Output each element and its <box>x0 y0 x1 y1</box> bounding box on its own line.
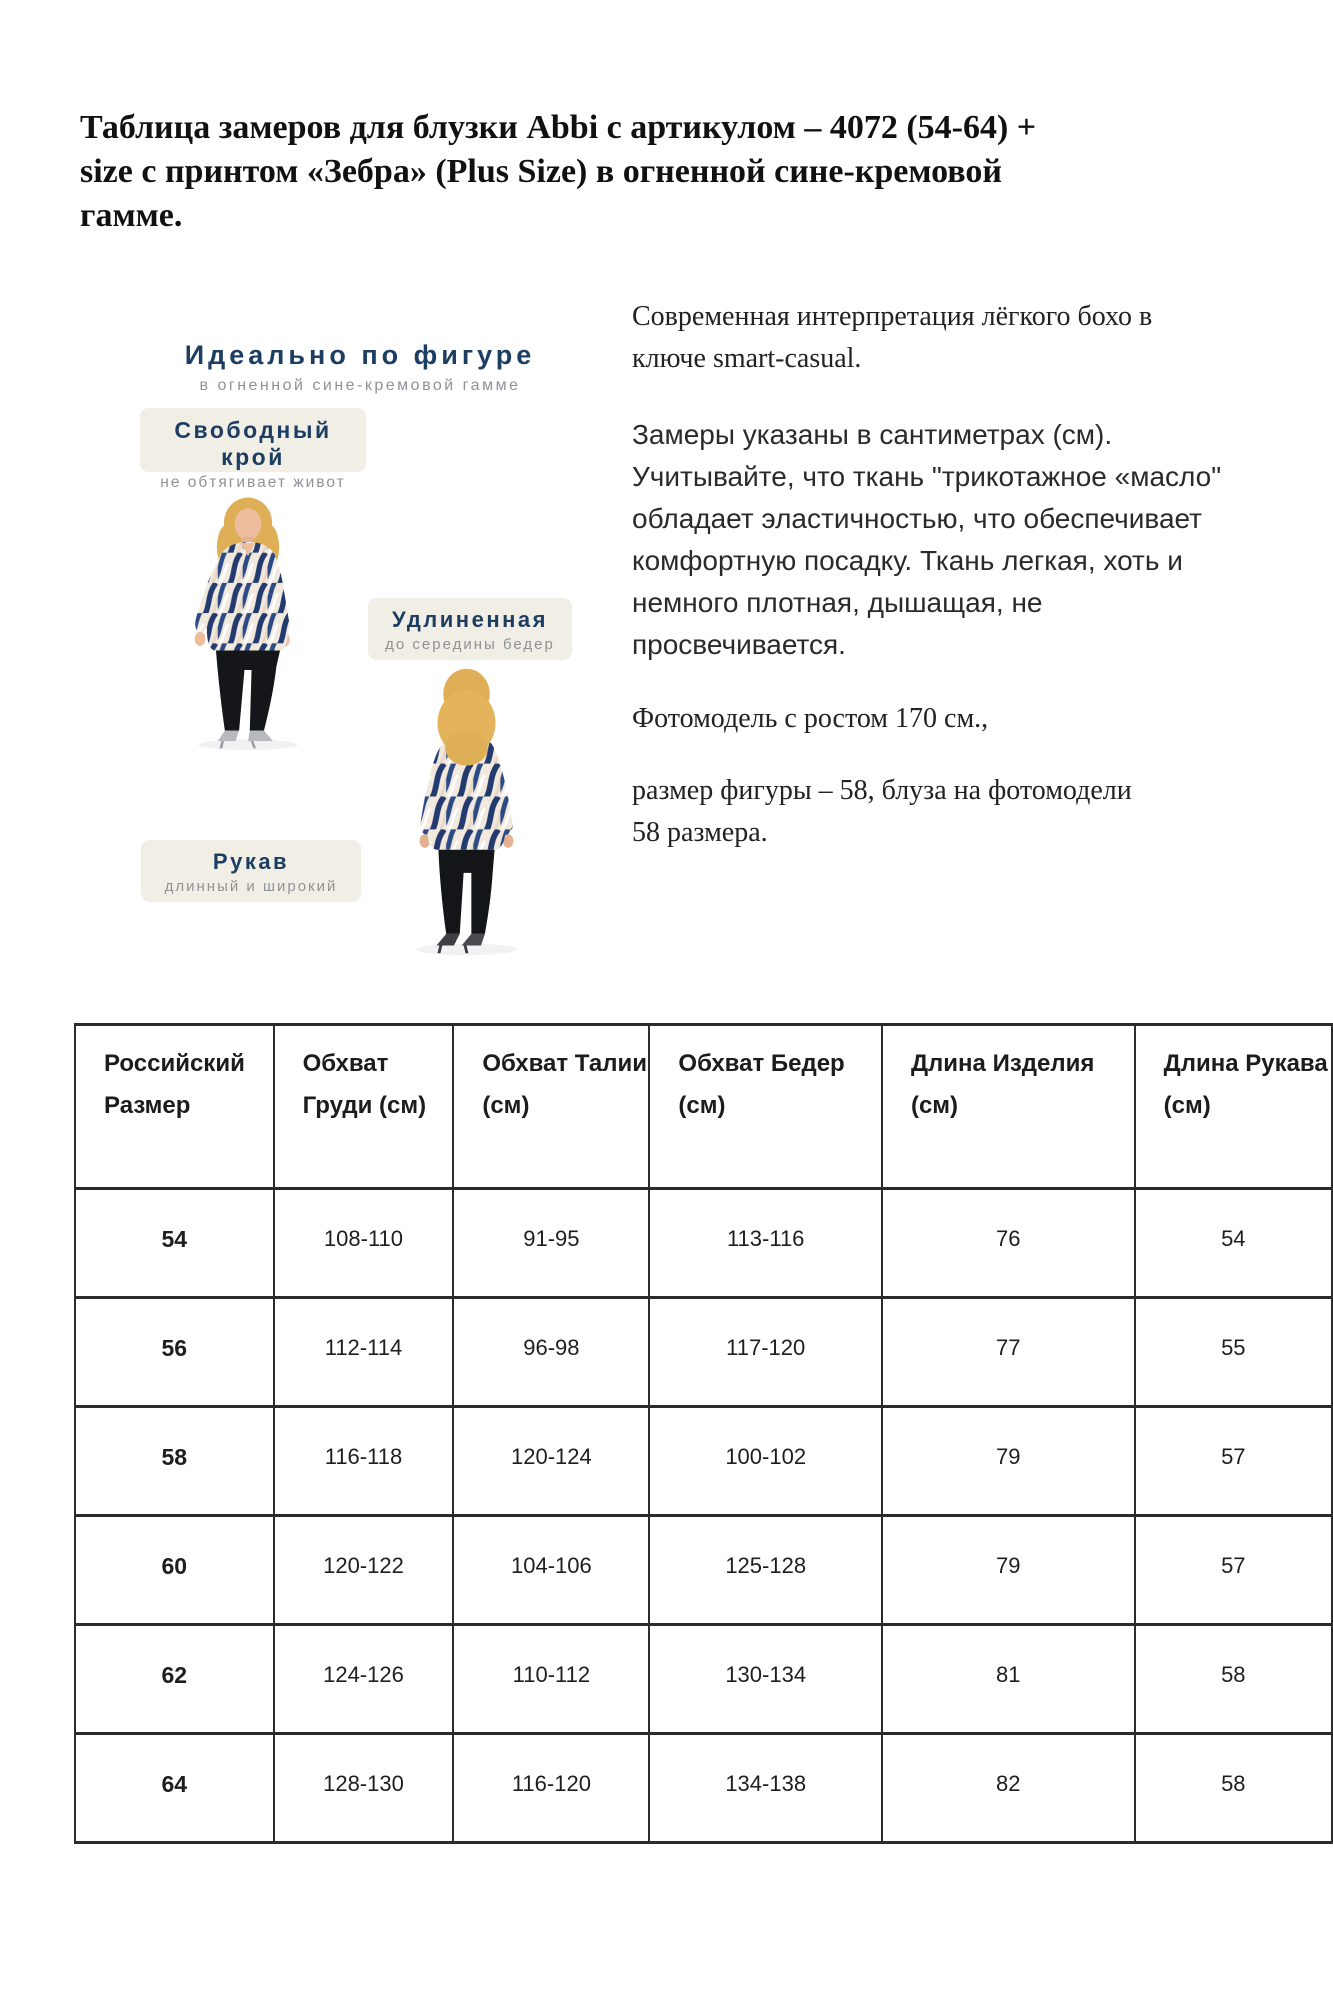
hips-cell: 113-116 <box>649 1189 882 1298</box>
chest-cell: 116-118 <box>274 1407 454 1516</box>
description-paragraph: Замеры указаны в сантиметрах (см). Учитывайте, что ткань "трикотажное «масло" обладает эластичностью, что обеспечивает комфортную посадку. Ткань легкая, хоть и немного плотная, дышащая, не просвечивается. <box>632 419 1222 660</box>
size-row <box>75 1734 1332 1843</box>
size-table <box>74 1023 1333 1844</box>
size-cell: 60 <box>75 1516 274 1625</box>
waist-cell: 104-106 <box>453 1516 649 1625</box>
length-cell: 79 <box>882 1407 1135 1516</box>
size-row <box>75 1516 1332 1625</box>
length-cell: 79 <box>882 1516 1135 1625</box>
sleeve-cell: 55 <box>1135 1298 1332 1407</box>
column-header-hips: Обхват Бедер (см) <box>649 1025 882 1189</box>
hips-cell: 125-128 <box>649 1516 882 1625</box>
size-row <box>75 1298 1332 1407</box>
description-paragraph: размер фигуры – 58, блуза на фотомодели 58 размера. <box>632 775 1132 848</box>
column-header-chest: Обхват Груди (см) <box>274 1025 454 1189</box>
size-cell: 54 <box>75 1189 274 1298</box>
model-front-photo <box>168 476 328 768</box>
sleeve-cell: 58 <box>1135 1625 1332 1734</box>
title-line: Таблица замеров для блузки Abbi с артикулом – 4072 (54-64) + <box>80 109 1037 146</box>
description-paragraph: Современная интерпретация лёгкого бохо в ключе smart-casual. <box>632 301 1153 374</box>
size-cell: 58 <box>75 1407 274 1516</box>
title-line: size с принтом «Зебра» (Plus Size) в огненной сине-кремовой <box>80 153 1002 190</box>
waist-cell: 110-112 <box>453 1625 649 1734</box>
sleeve-cell: 58 <box>1135 1734 1332 1843</box>
chest-cell: 124-126 <box>274 1625 454 1734</box>
title-line: гамме. <box>80 197 183 234</box>
sleeve-cell: 57 <box>1135 1516 1332 1625</box>
column-header-waist: Обхват Талии (см) <box>453 1025 649 1189</box>
waist-cell: 120-124 <box>453 1407 649 1516</box>
description-column <box>632 296 1292 854</box>
product-promo-image <box>110 330 600 995</box>
waist-cell: 116-120 <box>453 1734 649 1843</box>
badge-subtitle: длинный и широкий <box>164 878 338 895</box>
waist-cell: 91-95 <box>453 1189 649 1298</box>
promo-subheadline: в огненной сине-кремовой гамме <box>199 377 521 394</box>
feature-badge-elongated <box>368 598 572 660</box>
size-row <box>75 1625 1332 1734</box>
hips-cell: 130-134 <box>649 1625 882 1734</box>
chest-cell: 108-110 <box>274 1189 454 1298</box>
length-cell: 82 <box>882 1734 1135 1843</box>
badge-title: Свободный крой <box>174 417 332 470</box>
size-row <box>75 1407 1332 1516</box>
size-cell: 64 <box>75 1734 274 1843</box>
sleeve-cell: 54 <box>1135 1189 1332 1298</box>
column-header-sleeve-length: Длина Рукава (см) <box>1135 1025 1332 1189</box>
feature-badge-sleeve <box>141 840 361 902</box>
column-header-item-length: Длина Изделия (см) <box>882 1025 1135 1189</box>
length-cell: 76 <box>882 1189 1135 1298</box>
chest-cell: 112-114 <box>274 1298 454 1407</box>
hips-cell: 100-102 <box>649 1407 882 1516</box>
hips-cell: 134-138 <box>649 1734 882 1843</box>
size-cell: 62 <box>75 1625 274 1734</box>
badge-subtitle: не обтягивает живот <box>160 474 346 491</box>
badge-title: Удлиненная <box>392 607 548 632</box>
page-title <box>80 106 1290 238</box>
column-header-russian-size: Российский Размер <box>75 1025 274 1189</box>
length-cell: 81 <box>882 1625 1135 1734</box>
badge-title: Рукав <box>212 849 290 874</box>
model-back-photo <box>392 660 542 962</box>
promo-headline: Идеально по фигуре <box>184 340 536 370</box>
size-cell: 56 <box>75 1298 274 1407</box>
length-cell: 77 <box>882 1298 1135 1407</box>
chest-cell: 128-130 <box>274 1734 454 1843</box>
badge-subtitle: до середины бедер <box>385 636 555 653</box>
chest-cell: 120-122 <box>274 1516 454 1625</box>
feature-badge-free-cut <box>140 408 366 491</box>
size-table-header-row <box>75 1025 1332 1189</box>
sleeve-cell: 57 <box>1135 1407 1332 1516</box>
description-paragraph: Фотомодель с ростом 170 см., <box>632 703 989 734</box>
waist-cell: 96-98 <box>453 1298 649 1407</box>
hips-cell: 117-120 <box>649 1298 882 1407</box>
size-row <box>75 1189 1332 1298</box>
